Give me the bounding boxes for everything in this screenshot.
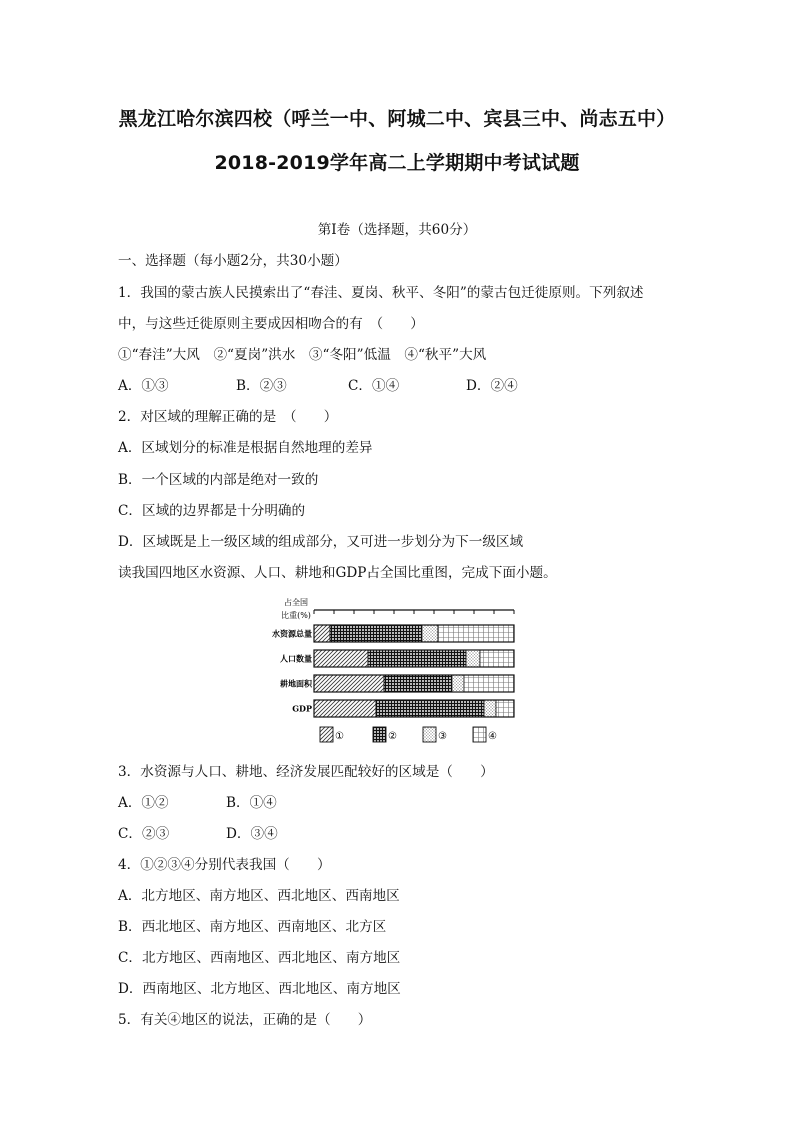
volume-heading: 第Ⅰ卷（选择题，共60分） [317,222,477,238]
legend-label: ② [388,731,397,742]
y-axis-label [281,597,311,620]
q1-statements: ①“春洼”大风 ②“夏岗”洪水 ③“冬阳”低温 ④“秋平”大风 [118,347,487,363]
q3-option-c: C．②③ [118,826,170,842]
legend-label: ④ [488,731,497,742]
q4-stem: 4．①②③④分别代表我国（ ） [118,857,331,873]
legend-label: ③ [438,731,447,742]
q4-option-a: A．北方地区、南方地区、西北地区、西南地区 [118,888,400,904]
bar-segment [466,650,480,667]
bar-segment [480,650,514,667]
legend-swatch [373,727,386,742]
legend-swatch [423,727,436,742]
legend-label: ① [335,731,344,742]
q1-option-c: C．①④ [348,378,400,394]
document-title-line-2: 2018-2019学年高二上学期期中考试试题 [214,152,580,174]
q2-option-b: B．一个区域的内部是绝对一致的 [118,472,319,488]
bar-segment [422,625,438,642]
bar-segment [452,675,464,692]
q1-options [118,374,518,394]
category-label: 水资源总量 [272,628,312,639]
q1-stem-line2: 中，与这些迁徙原则主要成因相吻合的有 （ ） [118,316,424,332]
q2-option-c: C．区域的边界都是十分明确的 [118,503,306,519]
bar-segment [376,700,484,717]
q3-option-a: A．①② [118,795,169,811]
q1-option-b: B．②③ [236,378,287,394]
q4-option-d: D．西南地区、北方地区、西北地区、南方地区 [118,981,401,997]
bar-segment [438,625,514,642]
q4-option-b: B．西北地区、南方地区、西南地区、北方区 [118,919,387,935]
q4-option-c: C．北方地区、西南地区、西北地区、南方地区 [118,950,401,966]
bar-segment [314,675,384,692]
bar-segment [368,650,466,667]
document-title-line-1: 黑龙江哈尔滨四校（呼兰一中、阿城二中、宾县三中、尚志五中） [118,108,676,130]
chart-legend [320,727,497,742]
category-label: GDP [292,703,312,714]
q2-option-d: D．区域既是上一级区域的组成部分，又可进一步划分为下一级区域 [118,534,524,550]
q2-stem: 2．对区域的理解正确的是 （ ） [118,409,338,425]
bar-segment [314,700,376,717]
q1-option-a: A．①③ [118,378,169,394]
bar-segment [314,625,330,642]
part-heading: 一、选择题（每小题2分，共30小题） [118,253,348,269]
legend-swatch [473,727,486,742]
q2-option-a: A．区域划分的标准是根据自然地理的差异 [118,440,373,456]
y-axis-label-line2: 比重(%) [281,611,311,620]
bar-segment [484,700,496,717]
q1-stem-line1: 1．我国的蒙古族人民摸索出了“春洼、夏岗、秋平、冬阳”的蒙古包迁徙原则。下列叙述 [118,285,644,301]
bar-segment [496,700,514,717]
bar-segment [330,625,422,642]
q3-option-b: B．①④ [226,795,277,811]
q3-options-ab [118,791,277,811]
y-axis-label-line1: 占全国 [284,598,308,607]
category-label: 耕地面积 [280,678,312,689]
q1-option-d: D．②④ [466,378,518,394]
q3-option-d: D．③④ [226,826,278,842]
chart-intro: 读我国四地区水资源、人口、耕地和GDP占全国比重图，完成下面小题。 [118,565,557,581]
bar-segment [384,675,452,692]
category-label: 人口数量 [280,653,312,664]
bar-segment [314,650,368,667]
bar-segment [464,675,514,692]
q3-stem: 3．水资源与人口、耕地、经济发展匹配较好的区域是（ ） [118,764,494,780]
legend-swatch [320,727,333,742]
q5-stem: 5．有关④地区的说法，正确的是（ ） [118,1012,372,1028]
q3-options-cd [118,822,278,842]
stacked-bar-chart [268,592,528,752]
